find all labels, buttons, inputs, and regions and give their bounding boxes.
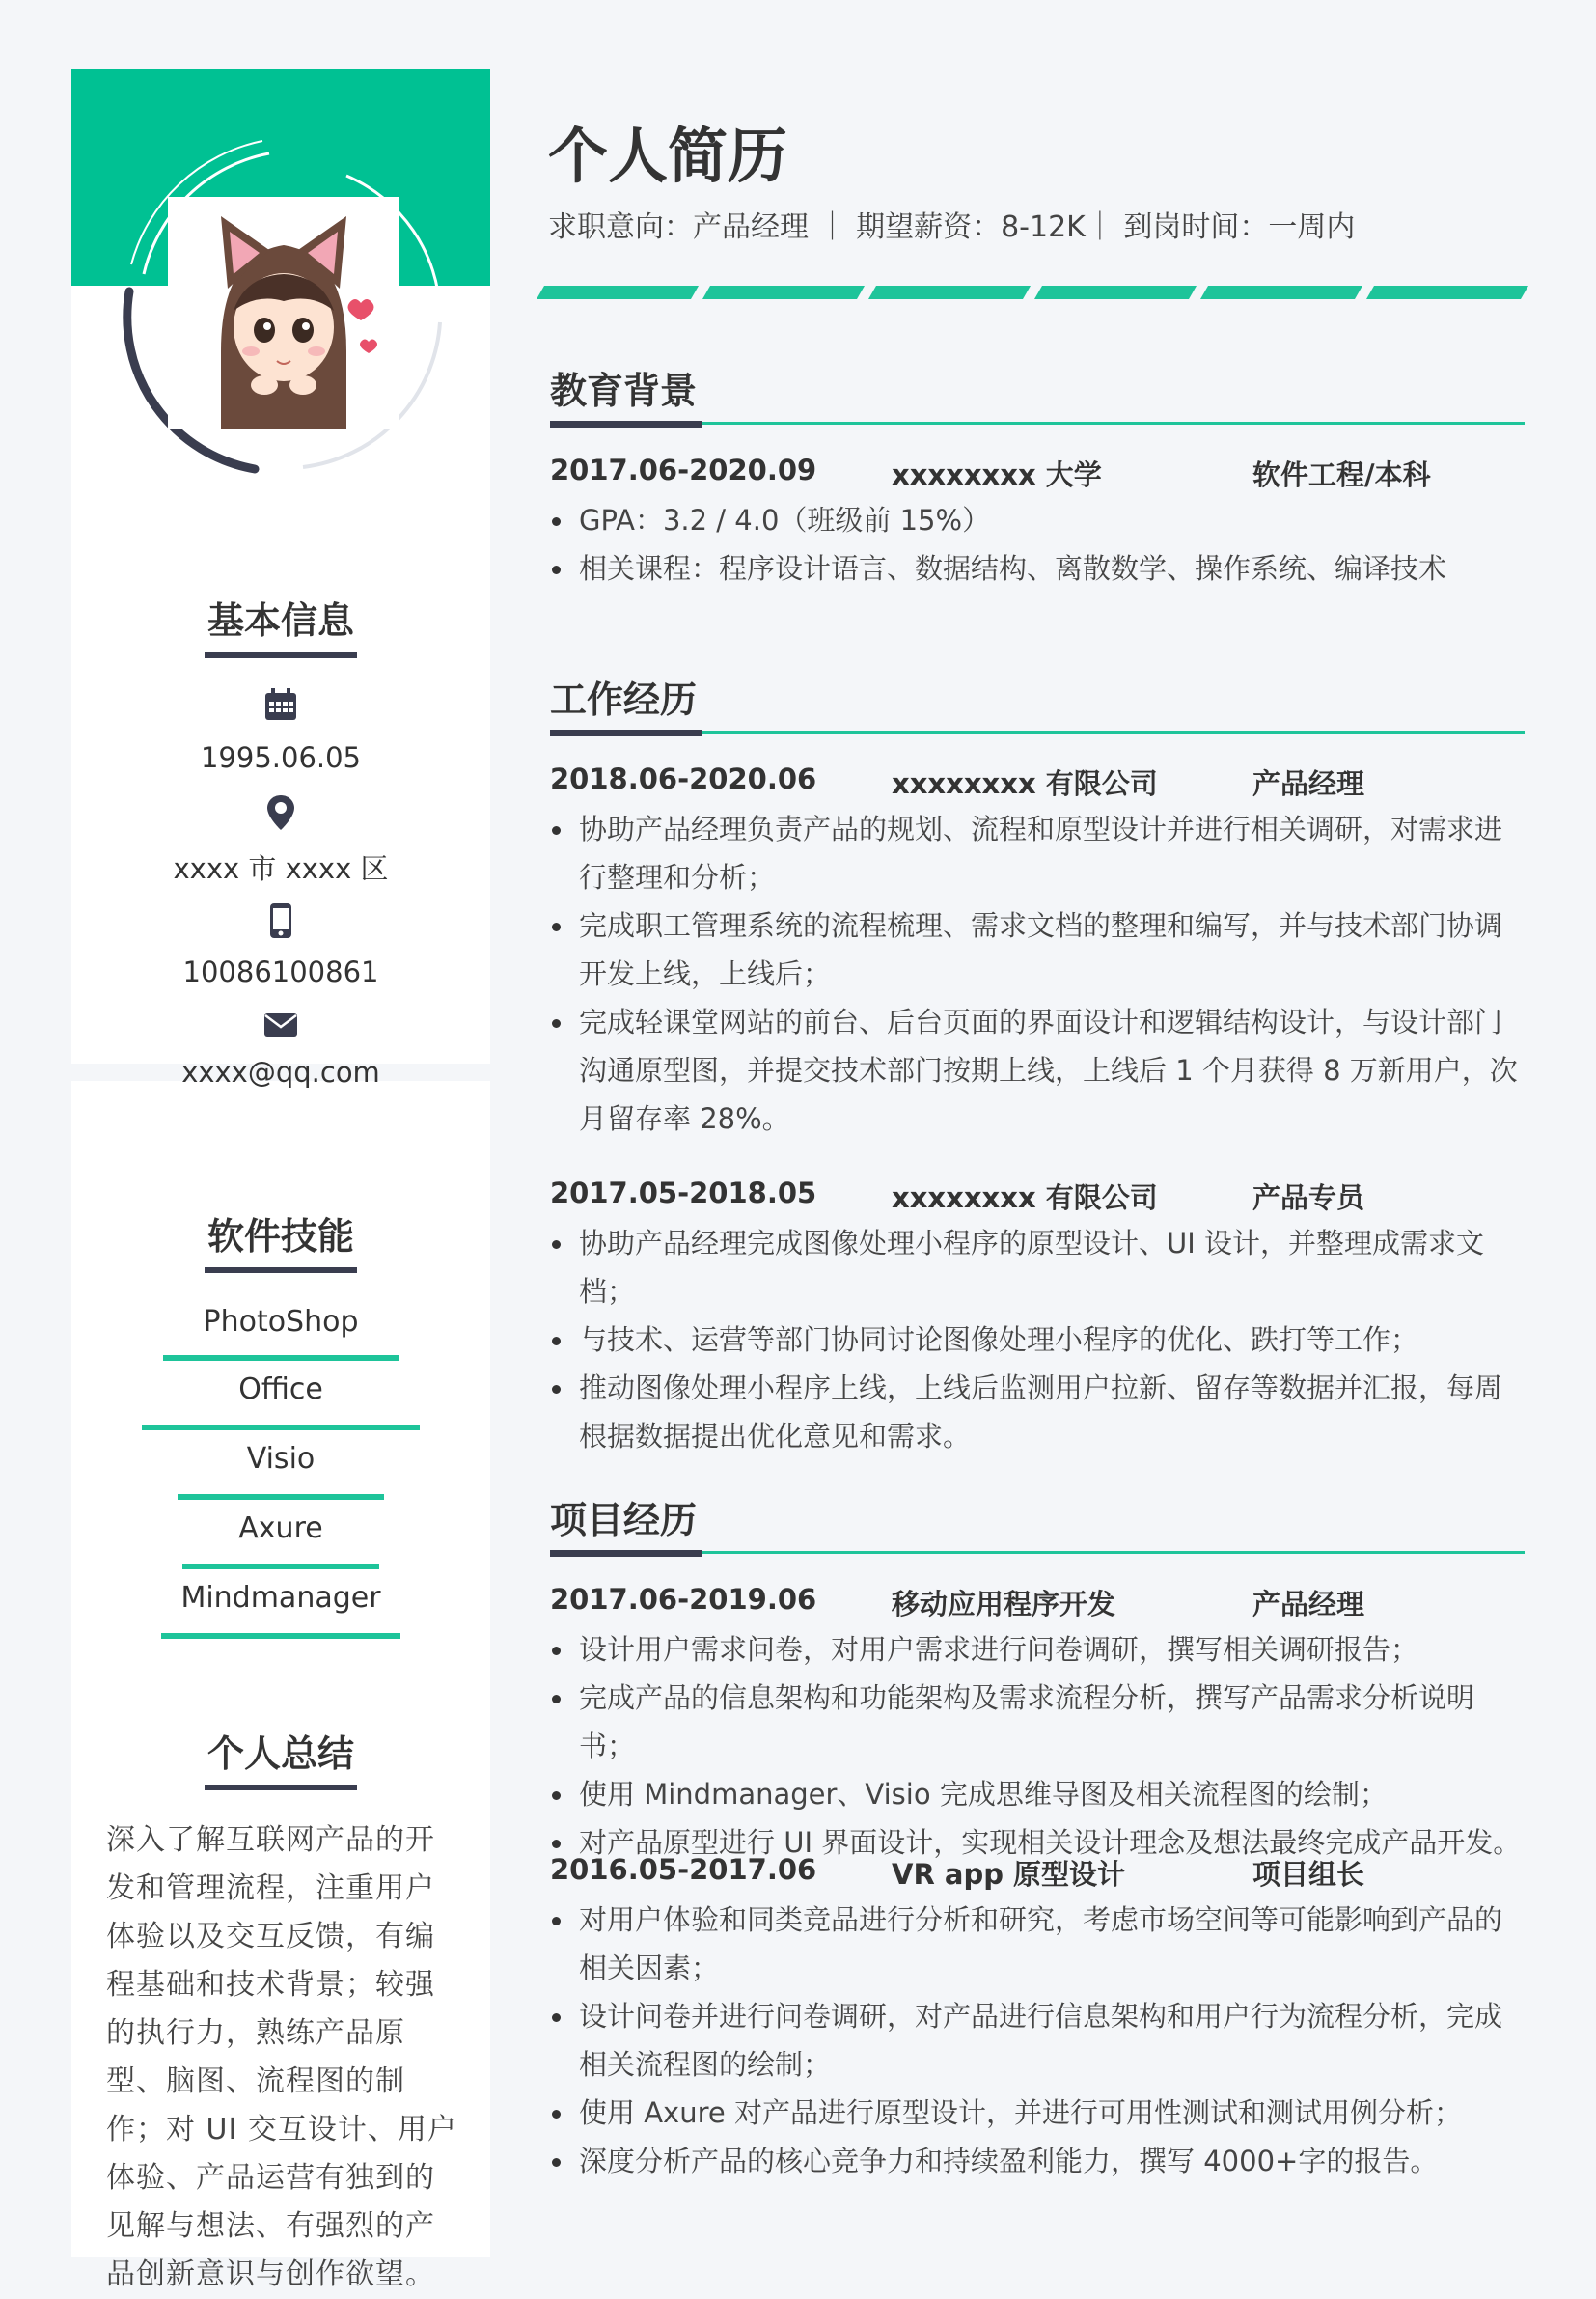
avatar-illustration [168,197,399,429]
skill-item: Mindmanager [180,1581,381,1615]
decorative-stripes [537,286,1530,301]
entry-organization: xxxxxxxx 有限公司 [892,767,1158,800]
skill-item: Visio [246,1442,316,1476]
list-item: GPA：3.2 / 4.0（班级前 15%） [550,496,1525,544]
location-pin-icon [261,793,300,832]
entry-period: 2017.06-2019.06 [550,1583,817,1616]
avatar [168,197,399,429]
entry-organization: VR app 原型设计 [892,1858,1126,1891]
list-item: 设计问卷并进行问卷调研，对产品进行信息架构和用户行为流程分析，完成相关流程图的绘制； [550,1992,1525,2089]
education-entry-header [550,454,1525,492]
education-section-title: 教育背景 [550,370,698,412]
section-title-bar [550,421,702,428]
title-underline [205,1267,357,1273]
list-item: 相关课程：程序设计语言、数据结构、离散数学、操作系统、编译技术 [550,544,1525,593]
entry-role: 软件工程/本科 [1252,458,1431,491]
work-details [550,805,1525,1143]
phone-number: 10086100861 [182,956,379,988]
phone-icon [261,901,300,940]
page-title: 个人简历 [548,121,788,191]
skill-underline [163,1355,399,1361]
entry-period: 2017.05-2018.05 [550,1177,817,1209]
section-title-bar [550,1550,702,1557]
skill-underline [161,1633,400,1639]
entry-role: 产品经理 [1252,767,1365,800]
entry-organization: xxxxxxxx 大学 [892,458,1102,491]
skill-item: PhotoShop [203,1305,359,1339]
project-details [550,1896,1525,2185]
project-entry-header [550,1583,1525,1621]
list-item: 完成轻课堂网站的前台、后台页面的界面设计和逻辑结构设计，与设计部门沟通原型图，并提交技术部门按期上线，上线后 1 个月获得 8 万新用户，次月留存率 28%。 [550,998,1525,1143]
project-entry-header [550,1853,1525,1892]
list-item: 协助产品经理完成图像处理小程序的原型设计、UI 设计，并整理成需求文档； [550,1219,1525,1316]
list-item: 推动图像处理小程序上线，上线后监测用户拉新、留存等数据并汇报，每周根据数据提出优化意见和需求。 [550,1364,1525,1460]
work-entry-header [550,1177,1525,1215]
list-item: 与技术、运营等部门协同讨论图像处理小程序的优化、跌打等工作； [550,1316,1525,1364]
list-item: 对用户体验和同类竞品进行分析和研究，考虑市场空间等可能影响到产品的相关因素； [550,1896,1525,1992]
list-item: 深度分析产品的核心竞争力和持续盈利能力，撰写 4000+字的报告。 [550,2137,1525,2185]
entry-organization: xxxxxxxx 有限公司 [892,1181,1158,1214]
list-item: 完成产品的信息架构和功能架构及需求流程分析，撰写产品需求分析说明书； [550,1674,1525,1770]
list-item: 对产品原型进行 UI 界面设计，实现相关设计理念及想法最终完成产品开发。 [550,1818,1525,1867]
entry-organization: 移动应用程序开发 [892,1588,1116,1620]
birthdate: 1995.06.05 [200,741,362,774]
entry-period: 2018.06-2020.06 [550,762,817,795]
work-details [550,1219,1525,1460]
skills-title: 软件技能 [206,1215,354,1258]
list-item: 完成职工管理系统的流程梳理、需求文档的整理和编写，并与技术部门协调开发上线，上线后； [550,901,1525,998]
sidebar [71,69,490,2291]
title-underline [205,1785,357,1790]
calendar-icon [261,685,300,724]
work-section-title: 工作经历 [550,679,698,721]
summary-text: 深入了解互联网产品的开发和管理流程，注重用户体验以及交互反馈，有编程基础和技术背景；较强的执行力，熟练产品原型、脑图、流程图的制作；对 UI 交互设计、用户体验、产品运营有独到的见解与想法、有强烈的产品创新意识与创作欲望。 [106,1823,457,2291]
profile-card [71,69,490,1064]
projects-section-title: 项目经历 [550,1499,698,1541]
entry-period: 2017.06-2020.09 [550,454,817,486]
location: xxxx 市 xxxx 区 [173,852,389,885]
title-underline [205,652,357,658]
entry-role: 产品经理 [1252,1588,1365,1620]
skill-underline [182,1564,379,1569]
basic-info-title: 基本信息 [206,599,354,642]
list-item: 使用 Axure 对产品进行原型设计，并进行可用性测试和测试用例分析； [550,2089,1525,2137]
skill-underline [178,1494,384,1500]
list-item: 设计用户需求问卷，对用户需求进行问卷调研，撰写相关调研报告； [550,1625,1525,1674]
summary-title: 个人总结 [206,1732,354,1775]
skill-underline [142,1425,420,1430]
section-title-bar [550,730,702,736]
work-entry-header [550,762,1525,801]
skill-item: Office [238,1372,323,1406]
avatar-frame [100,129,467,496]
project-details [550,1625,1525,1867]
mail-icon [261,1006,300,1044]
education-details [550,496,1525,593]
entry-role: 项目组长 [1252,1858,1365,1891]
entry-role: 产品专员 [1252,1181,1365,1214]
skill-item: Axure [238,1511,323,1545]
job-intent-line: 求职意向：产品经理 ｜ 期望薪资：8-12K｜ 到岗时间：一周内 [548,210,1356,244]
entry-period: 2016.05-2017.06 [550,1853,817,1886]
list-item: 使用 Mindmanager、Visio 完成思维导图及相关流程图的绘制； [550,1770,1525,1818]
list-item: 协助产品经理负责产品的规划、流程和原型设计并进行相关调研，对需求进行整理和分析； [550,805,1525,901]
email: xxxx@qq.com [181,1056,380,1089]
